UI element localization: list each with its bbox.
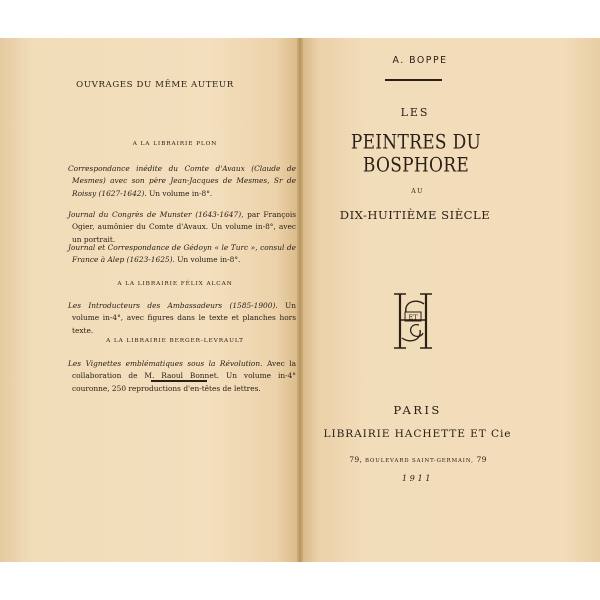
list-item [68, 163, 296, 200]
address-street: BOULEVARD SAINT-GERMAIN, [364, 458, 474, 464]
address-number-end: 79 [476, 455, 487, 464]
book-gutter [297, 38, 303, 562]
entry-details: Un volume in-8°. [177, 255, 241, 265]
entry-details: Un volume in-8°. [149, 188, 213, 198]
book-subtitle: DIX-HUITIÈME SIÈCLE [339, 208, 491, 222]
section-title-plon: A LA LIBRAIRIE PLON [132, 141, 218, 147]
entry-title: Journal et Correspondance de Gédoyn « le Turc », consul de France à Alep (1623-1625). [68, 243, 296, 265]
address-number: 79, [349, 455, 363, 464]
book-title: PEINTRES DU BOSPHORE [350, 131, 482, 177]
publisher-monogram-icon [386, 290, 440, 352]
list-item [68, 300, 296, 337]
monogram-letters: ET [408, 313, 418, 322]
list-item [68, 242, 296, 267]
closing-rule [151, 380, 207, 382]
entry-title: Journal du Congrès de Munster (1643-1647), [68, 210, 244, 219]
entry-title: Les Introducteurs des Ambassadeurs (1585-1900). [68, 301, 278, 310]
author-rule [385, 79, 442, 81]
entry-title: Correspondance inédite du Comte d'Avaux (Claude de Mesmes) avec son père Jean-Jacques de Mesmes, Sr de Roissy (1627-1642). [68, 164, 296, 198]
publisher-name: LIBRAIRIE HACHETTE ET Cie [323, 428, 512, 440]
title-line-1: LES [400, 106, 430, 119]
list-item [68, 358, 296, 395]
publication-year: 1911 [401, 473, 434, 483]
entry-details: Un volume in-4°, avec figures dans le texte et planches hors texte. [72, 301, 296, 335]
other-works-heading: OUVRAGES DU MÊME AUTEUR [76, 80, 234, 90]
publication-city: PARIS [393, 403, 442, 417]
section-title-alcan: A LA LIBRAIRIE FÉLIX ALCAN [117, 281, 233, 287]
section-title-berger-levrault: A LA LIBRAIRIE BERGER-LEVRAULT [106, 338, 244, 344]
entry-details: par François Ogier, aumônier du Comte d'Avaux. Un volume in-8°, avec un portrait. [72, 210, 296, 244]
publisher-address [318, 455, 518, 464]
title-line-3: AU [411, 188, 424, 195]
author-name: A. BOPPE [392, 55, 448, 66]
list-item [68, 209, 296, 246]
entry-title: Les Vignettes emblématiques sous la Révolution. [68, 359, 263, 368]
entry-details: Avec la collaboration de M. Raoul Bonnet. Un volume in-4° couronne, 250 reproductions d'en-têtes de lettres. [72, 359, 296, 393]
